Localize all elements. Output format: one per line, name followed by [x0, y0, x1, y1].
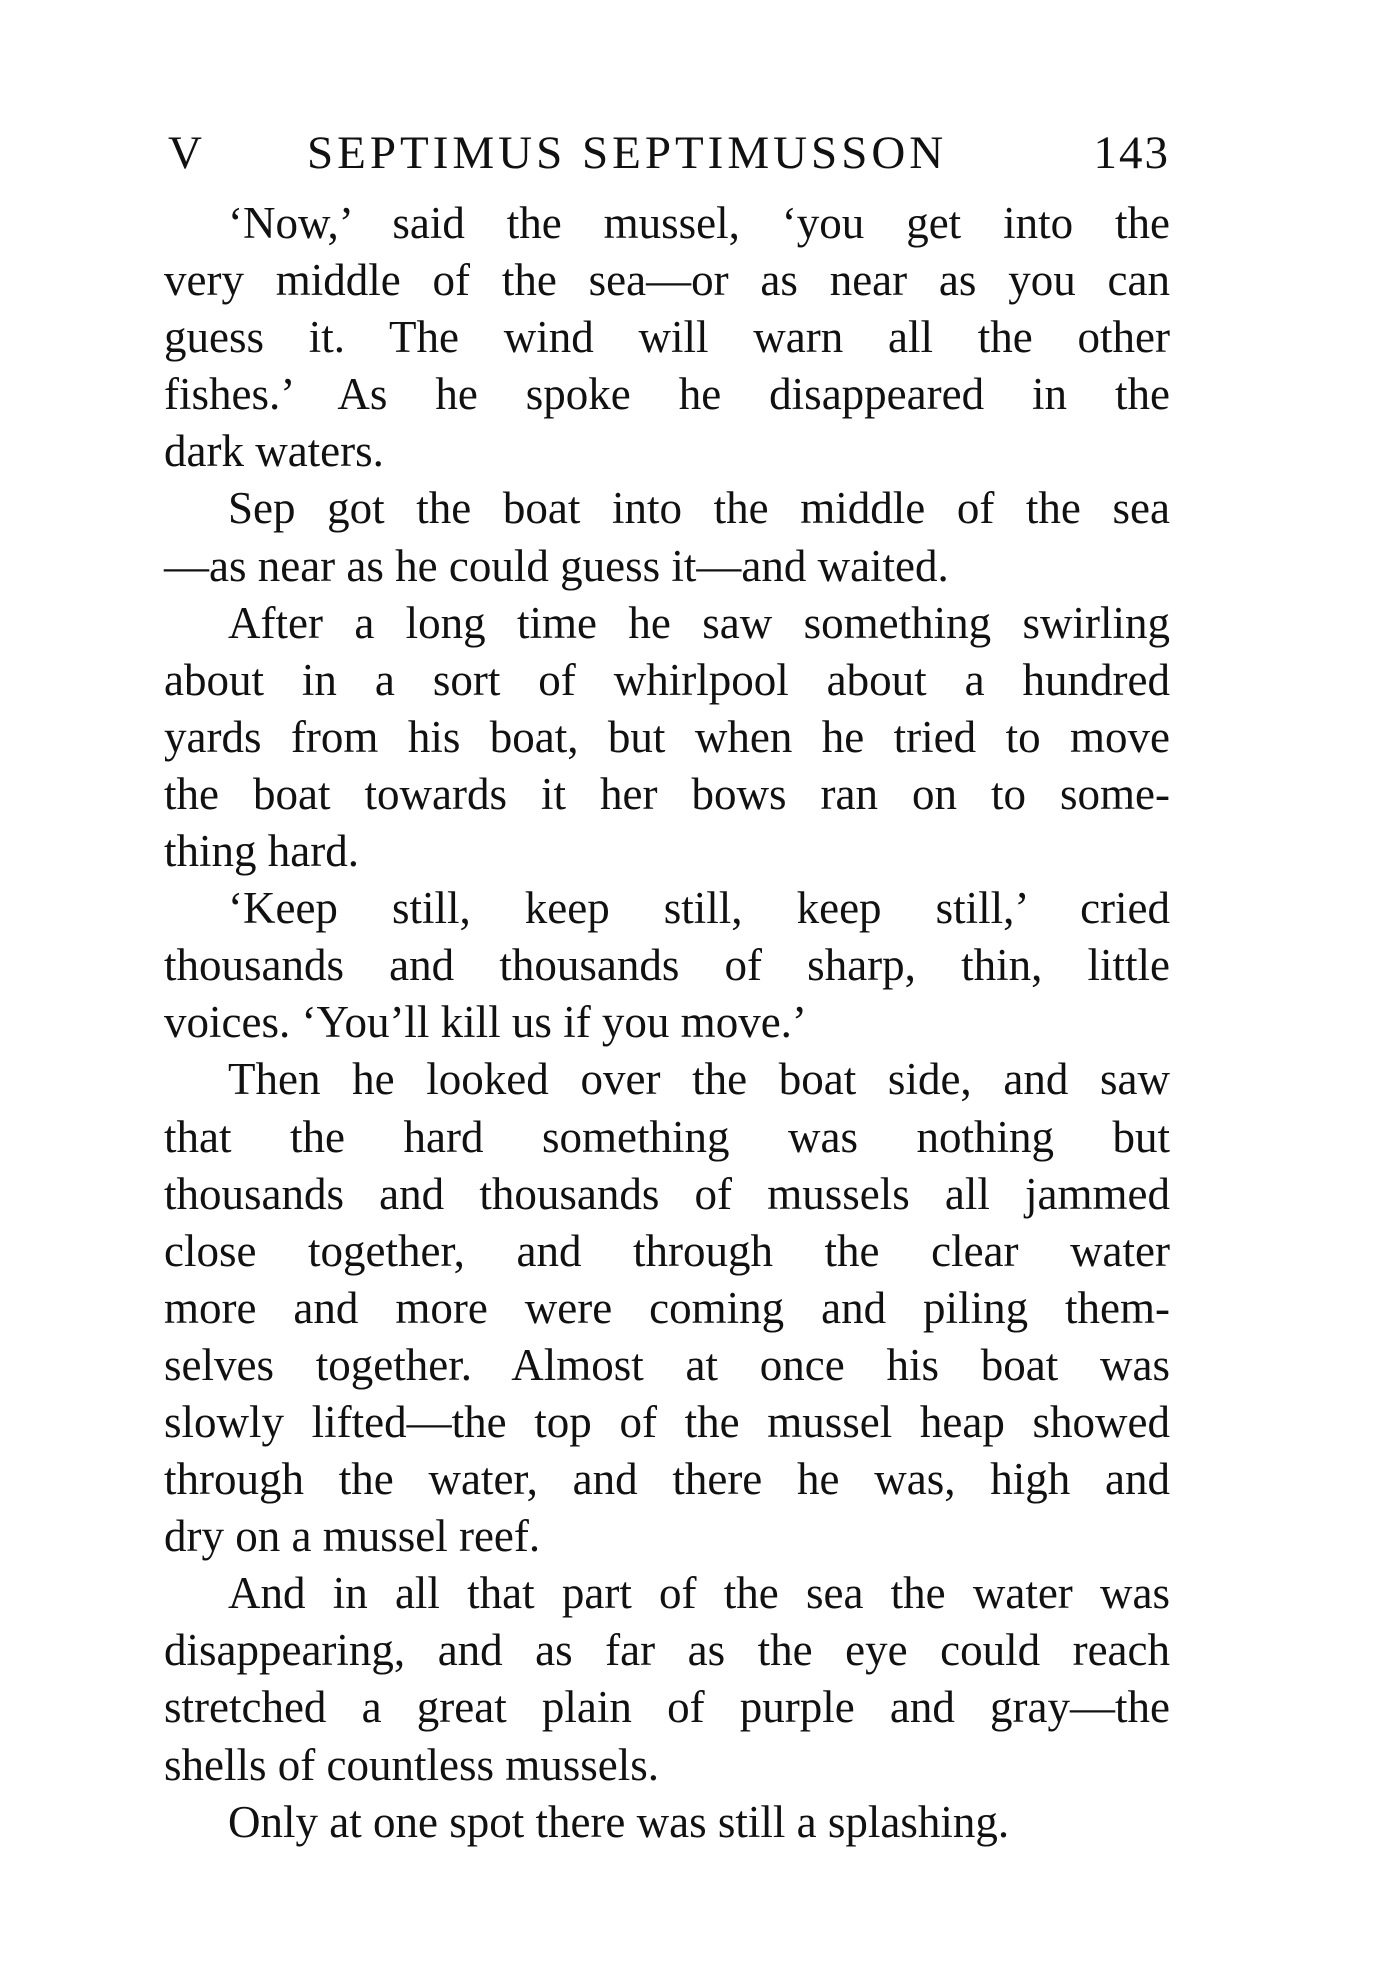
text-line: slowly lifted—the top of the mussel heap showed: [164, 1396, 1170, 1447]
text-line: thousands and thousands of sharp, thin, little: [164, 940, 1170, 991]
paragraph: [164, 880, 1170, 1051]
paragraph: [164, 595, 1170, 880]
text-line: yards from his boat, but when he tried to move: [164, 711, 1170, 762]
chapter-number: V: [168, 127, 205, 179]
text-line: more and more were coming and piling them-: [164, 1282, 1170, 1333]
paragraph: [164, 480, 1170, 594]
text-line: fishes.’ As he spoke he disappeared in the: [164, 369, 1170, 420]
text-line: Only at one spot there was still a splashing.: [228, 1796, 1010, 1847]
text-line: the boat towards it her bows ran on to some-: [164, 768, 1170, 819]
text-line: shells of countless mussels.: [164, 1739, 659, 1790]
text-line: ‘Keep still, keep still, keep still,’ cried: [228, 883, 1170, 934]
text-line: thing hard.: [164, 826, 359, 877]
body-text: [164, 195, 1170, 1851]
text-line: And in all that part of the sea the water was: [228, 1568, 1170, 1619]
text-line: ‘Now,’ said the mussel, ‘you get into the: [228, 198, 1170, 248]
running-header: [164, 118, 1170, 188]
text-line: stretched a great plain of purple and gray—the: [164, 1682, 1170, 1733]
text-line: —as near as he could guess it—and waited.: [164, 540, 949, 591]
text-line: very middle of the sea—or as near as you can: [164, 255, 1170, 306]
paragraph: [164, 1565, 1170, 1793]
running-title: SEPTIMUS SEPTIMUSSON: [307, 127, 948, 179]
text-line: After a long time he saw something swirling: [228, 597, 1170, 648]
paragraph: [164, 1794, 1170, 1851]
text-line: selves together. Almost at once his boat was: [164, 1339, 1170, 1390]
text-line: disappearing, and as far as the eye could reach: [164, 1625, 1170, 1676]
text-line: guess it. The wind will warn all the other: [164, 312, 1170, 363]
text-line: Then he looked over the boat side, and saw: [228, 1054, 1170, 1105]
text-line: close together, and through the clear water: [164, 1225, 1170, 1276]
text-line: that the hard something was nothing but: [164, 1111, 1170, 1162]
page-number: 143: [1093, 127, 1170, 179]
text-line: about in a sort of whirlpool about a hundred: [164, 654, 1170, 705]
text-line: through the water, and there he was, high and: [164, 1454, 1170, 1505]
text-line: dry on a mussel reef.: [164, 1511, 541, 1562]
text-line: Sep got the boat into the middle of the sea: [228, 483, 1170, 534]
text-line: dark waters.: [164, 426, 384, 477]
paragraph: [164, 1051, 1170, 1565]
text-line: voices. ‘You’ll kill us if you move.’: [164, 997, 807, 1048]
text-line: thousands and thousands of mussels all jammed: [164, 1168, 1170, 1219]
paragraph: [164, 195, 1170, 480]
book-page: [164, 118, 1170, 1851]
